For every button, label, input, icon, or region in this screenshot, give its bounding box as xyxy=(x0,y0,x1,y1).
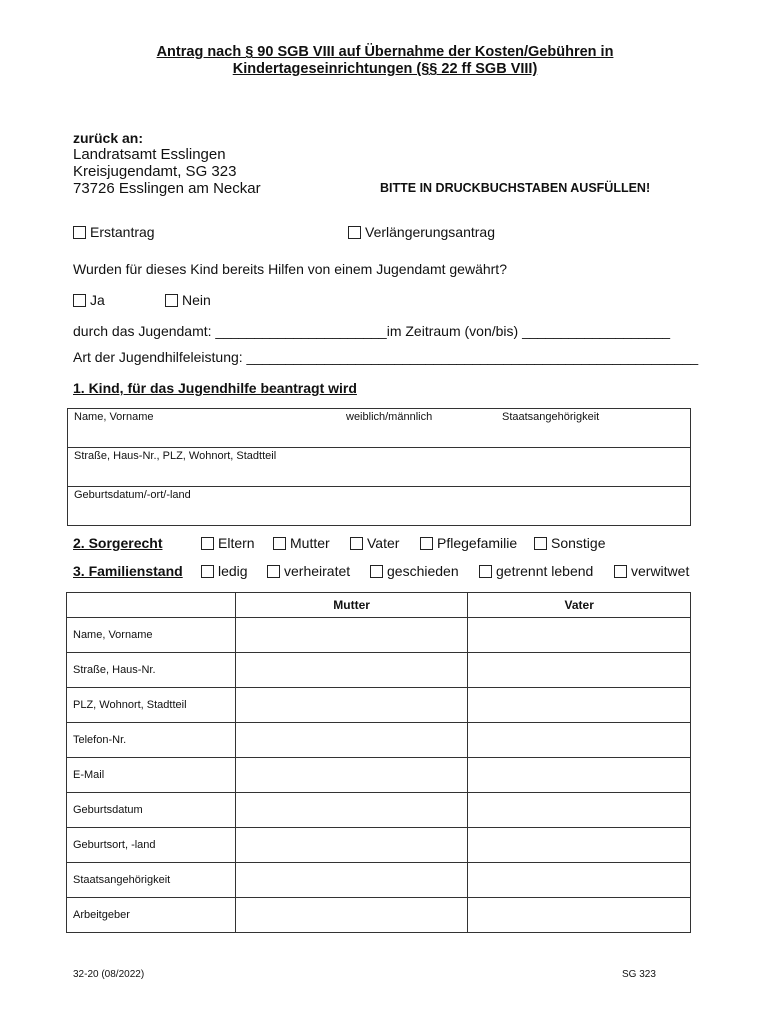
section2-heading: 2. Sorgerecht xyxy=(73,535,163,551)
option-label: Mutter xyxy=(290,535,330,551)
option-label: verwitwet xyxy=(631,563,690,579)
checkbox[interactable] xyxy=(267,565,280,578)
row-label-phone: Telefon-Nr. xyxy=(67,723,236,758)
department-code: SG 323 xyxy=(622,969,656,980)
option-label: ledig xyxy=(218,563,248,579)
father-birthplace-cell[interactable] xyxy=(468,828,691,863)
checkbox[interactable] xyxy=(370,565,383,578)
mother-nationality-cell[interactable] xyxy=(235,863,468,898)
child-name-row[interactable] xyxy=(68,409,691,448)
section3-heading: 3. Familienstand xyxy=(73,563,183,579)
child-address-label: Straße, Haus-Nr., PLZ, Wohnort, Stadtteil xyxy=(74,450,277,462)
marital-option-separated[interactable] xyxy=(479,563,593,579)
father-birthdate-cell[interactable] xyxy=(468,793,691,828)
option-label: Pflegefamilie xyxy=(437,535,518,551)
form-title-line2: Kindertageseinrichtungen (§§ 22 ff SGB VIII) xyxy=(232,61,538,77)
checkbox[interactable] xyxy=(614,565,627,578)
option-label: geschieden xyxy=(387,563,459,579)
child-birth-row[interactable] xyxy=(68,487,691,526)
child-birth-label: Geburtsdatum/-ort/-land xyxy=(74,489,191,501)
checkbox[interactable] xyxy=(534,537,547,550)
youth-aid-type-field[interactable]: Art der Jugendhilfeleistung: __________________________________________________________ xyxy=(73,349,699,365)
prior-help-question: Wurden für dieses Kind bereits Hilfen von einem Jugendamt gewährt? xyxy=(73,261,507,277)
return-label: zurück an: xyxy=(73,130,144,146)
father-nationality-cell[interactable] xyxy=(468,863,691,898)
form-title-line1: Antrag nach § 90 SGB VIII auf Übernahme der Kosten/Gebühren in xyxy=(156,44,614,60)
mother-street-cell[interactable] xyxy=(235,653,468,688)
child-nationality-label: Staatsangehörigkeit xyxy=(502,411,600,423)
mother-phone-cell[interactable] xyxy=(235,723,468,758)
checkbox[interactable] xyxy=(201,565,214,578)
mother-email-cell[interactable] xyxy=(235,758,468,793)
row-label-street: Straße, Haus-Nr. xyxy=(67,653,236,688)
marital-option-married[interactable] xyxy=(267,563,350,579)
checkbox[interactable] xyxy=(348,226,361,239)
child-sex-label: weiblich/männlich xyxy=(346,411,433,423)
option-label: getrennt lebend xyxy=(496,563,594,579)
row-label-city: PLZ, Wohnort, Stadtteil xyxy=(67,688,236,723)
marital-option-divorced[interactable] xyxy=(370,563,459,579)
mother-employer-cell[interactable] xyxy=(235,898,468,933)
option-first-application[interactable] xyxy=(73,224,155,240)
custody-option-foster-family[interactable] xyxy=(420,535,517,551)
custody-option-mother[interactable] xyxy=(273,535,330,551)
option-label: Ja xyxy=(90,292,105,308)
checkbox[interactable] xyxy=(201,537,214,550)
option-no[interactable] xyxy=(165,292,211,308)
custody-option-father[interactable] xyxy=(350,535,399,551)
option-label: Eltern xyxy=(218,535,255,551)
option-label: Erstantrag xyxy=(90,224,155,240)
column-header-mother: Mutter xyxy=(235,593,468,618)
mother-city-cell[interactable] xyxy=(235,688,468,723)
column-header-father: Vater xyxy=(468,593,691,618)
option-yes[interactable] xyxy=(73,292,105,308)
form-number: 32-20 (08/2022) xyxy=(73,969,145,980)
return-address-line2: Kreisjugendamt, SG 323 xyxy=(73,163,237,180)
section1-heading: 1. Kind, für das Jugendhilfe beantragt wird xyxy=(73,380,357,396)
father-street-cell[interactable] xyxy=(468,653,691,688)
row-label-name: Name, Vorname xyxy=(67,618,236,653)
mother-birthdate-cell[interactable] xyxy=(235,793,468,828)
parents-table xyxy=(66,592,691,933)
checkbox[interactable] xyxy=(165,294,178,307)
option-label: Nein xyxy=(182,292,211,308)
return-address-line1: Landratsamt Esslingen xyxy=(73,146,226,163)
row-label-nationality: Staatsangehörigkeit xyxy=(67,863,236,898)
row-label-birthplace: Geburtsort, -land xyxy=(67,828,236,863)
checkbox[interactable] xyxy=(73,294,86,307)
custody-option-other[interactable] xyxy=(534,535,605,551)
checkbox[interactable] xyxy=(479,565,492,578)
checkbox[interactable] xyxy=(273,537,286,550)
father-name-cell[interactable] xyxy=(468,618,691,653)
father-email-cell[interactable] xyxy=(468,758,691,793)
return-address-line3: 73726 Esslingen am Neckar xyxy=(73,180,261,197)
mother-birthplace-cell[interactable] xyxy=(235,828,468,863)
parents-table-corner xyxy=(67,593,236,618)
checkbox[interactable] xyxy=(73,226,86,239)
child-address-row[interactable] xyxy=(68,448,691,487)
checkbox[interactable] xyxy=(350,537,363,550)
custody-option-parents[interactable] xyxy=(201,535,255,551)
mother-name-cell[interactable] xyxy=(235,618,468,653)
row-label-employer: Arbeitgeber xyxy=(67,898,236,933)
father-city-cell[interactable] xyxy=(468,688,691,723)
block-letters-notice: BITTE IN DRUCKBUCHSTABEN AUSFÜLLEN! xyxy=(380,181,651,195)
child-name-label: Name, Vorname xyxy=(74,411,154,423)
option-label: verheiratet xyxy=(284,563,351,579)
checkbox[interactable] xyxy=(420,537,433,550)
option-label: Vater xyxy=(367,535,400,551)
father-employer-cell[interactable] xyxy=(468,898,691,933)
father-phone-cell[interactable] xyxy=(468,723,691,758)
row-label-birthdate: Geburtsdatum xyxy=(67,793,236,828)
row-label-email: E-Mail xyxy=(67,758,236,793)
child-table xyxy=(67,408,691,526)
marital-option-single[interactable] xyxy=(201,563,248,579)
option-extension-application[interactable] xyxy=(348,224,495,240)
marital-option-widowed[interactable] xyxy=(614,563,689,579)
youth-office-field[interactable]: durch das Jugendamt: ______________________im Zeitraum (von/bis) ___________________ xyxy=(73,323,671,339)
option-label: Sonstige xyxy=(551,535,606,551)
option-label: Verlängerungsantrag xyxy=(365,224,495,240)
